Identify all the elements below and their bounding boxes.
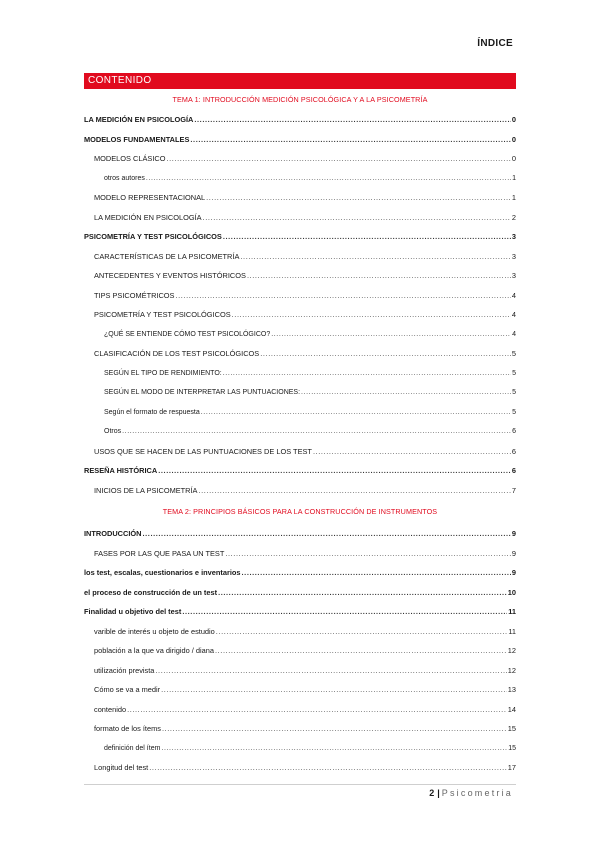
toc-dot-leader xyxy=(215,641,507,661)
toc-entry[interactable] xyxy=(84,680,516,700)
toc-entry-page: 0 xyxy=(511,154,516,163)
toc-dot-leader xyxy=(127,700,507,720)
toc-entry[interactable] xyxy=(84,700,516,720)
toc-entry[interactable] xyxy=(84,208,516,228)
toc-entry-label: PSICOMETRÍA Y TEST PSICOLÓGICOS xyxy=(94,310,231,319)
toc-entry[interactable] xyxy=(84,739,516,759)
toc-entry-page: 5 xyxy=(511,349,516,358)
toc-dot-leader xyxy=(218,583,507,603)
toc-entry-page: 15 xyxy=(508,744,516,752)
toc-entry[interactable] xyxy=(84,247,516,267)
footer-subject: Psicometria xyxy=(441,788,513,798)
toc-entry-label: CARACTERÍSTICAS DE LA PSICOMETRÍA xyxy=(94,251,240,261)
toc-entry[interactable] xyxy=(84,544,516,564)
toc-entry[interactable] xyxy=(84,403,516,423)
toc-entry-page: 0 xyxy=(511,115,516,124)
toc-dot-leader xyxy=(142,524,510,544)
toc-dot-leader xyxy=(313,442,511,462)
toc-entry-page: 6 xyxy=(511,446,516,456)
toc-entry[interactable] xyxy=(84,422,516,442)
toc-entry[interactable] xyxy=(84,344,516,364)
toc-entry-page: 3 xyxy=(511,271,516,280)
toc-entry-label: varible de interés u objeto de estudio xyxy=(94,626,215,636)
toc-entry[interactable] xyxy=(84,622,516,642)
toc-entry[interactable] xyxy=(84,524,516,544)
toc-entry-label: Otros xyxy=(104,428,122,435)
toc-entry-page: 12 xyxy=(507,646,516,655)
toc-entry-label: utilización prevista xyxy=(94,665,155,675)
toc-entry[interactable] xyxy=(84,266,516,286)
toc-entry-label: los test, escalas, cuestionarios e inventarios xyxy=(84,568,241,577)
toc-entry-label: MODELO REPRESENTACIONAL xyxy=(94,193,206,202)
toc-entry-label: PSICOMETRÍA Y TEST PSICOLÓGICOS xyxy=(84,232,222,241)
toc-dot-leader xyxy=(161,739,507,759)
toc-entry-page: 9 xyxy=(511,548,516,558)
toc-entry-label: el proceso de construcción de un test xyxy=(84,587,218,597)
toc-dot-leader xyxy=(149,758,507,778)
toc-entry-page: 11 xyxy=(508,626,516,636)
toc-dot-leader xyxy=(158,461,511,481)
toc-dot-leader xyxy=(122,422,511,442)
toc-entry-label: TIPS PSICOMÉTRICOS xyxy=(94,290,175,300)
toc-entry-page: 10 xyxy=(507,587,516,597)
toc-entry-label: MODELOS FUNDAMENTALES xyxy=(84,134,190,144)
toc-entry[interactable] xyxy=(84,641,516,661)
toc-entry[interactable] xyxy=(84,461,516,481)
toc-entry-label: ANTECEDENTES Y EVENTOS HISTÓRICOS xyxy=(94,271,246,280)
toc-entry-page: 4 xyxy=(511,310,516,319)
toc-entry-page: 9 xyxy=(511,568,516,577)
toc-entry[interactable] xyxy=(84,442,516,462)
toc-entry-page: 1 xyxy=(512,174,516,182)
toc-dot-leader xyxy=(162,719,507,739)
toc-dot-leader xyxy=(223,227,511,247)
toc-dot-leader xyxy=(199,481,511,501)
toc-entry-page: 3 xyxy=(511,232,516,241)
toc-entry[interactable] xyxy=(84,169,516,189)
toc-dot-leader xyxy=(161,680,507,700)
toc-entry-page: 14 xyxy=(507,704,516,714)
toc-entry-page: 5 xyxy=(512,389,516,396)
toc-entry-page: 0 xyxy=(511,134,516,144)
toc-entry-page: 5 xyxy=(512,408,516,416)
toc-entry-page: 7 xyxy=(511,485,516,495)
toc-dot-leader xyxy=(247,266,511,286)
toc-entry[interactable] xyxy=(84,481,516,501)
toc-entry-label: SEGÚN EL MODO DE INTERPRETAR LAS PUNTUACIONES: xyxy=(104,389,301,396)
toc-entry-label: LA MEDICIÓN EN PSICOLOGÍA xyxy=(94,212,202,222)
toc-entry[interactable] xyxy=(84,130,516,150)
toc-dot-leader xyxy=(260,344,511,364)
toc-entry-page: 2 xyxy=(511,212,516,222)
toc-entry-label: Longitud del test xyxy=(94,763,149,772)
toc-dot-leader xyxy=(146,169,511,189)
toc-entry[interactable] xyxy=(84,661,516,681)
toc-entry-label: INICIOS DE LA PSICOMETRÍA xyxy=(94,485,198,495)
toc-dot-leader xyxy=(240,247,510,267)
toc-dot-leader xyxy=(194,110,511,130)
toc-entry[interactable] xyxy=(84,305,516,325)
footer-separator: | xyxy=(437,788,440,798)
toc-entry-label: Finalidad u objetivo del test xyxy=(84,607,182,616)
toc-entry-label: INTRODUCCIÓN xyxy=(84,529,142,538)
toc-entry[interactable] xyxy=(84,602,516,622)
toc-topic-heading: TEMA 1: INTRODUCCIÓN MEDICIÓN PSICOLÓGICA Y A LA PSICOMETRÍA xyxy=(172,95,428,104)
toc-entry-page: 12 xyxy=(507,665,516,675)
toc-dot-leader xyxy=(232,305,511,325)
toc-entry-label: MODELOS CLÁSICO xyxy=(94,154,166,163)
toc-dot-leader xyxy=(203,208,511,228)
toc-entry[interactable] xyxy=(84,383,516,403)
toc-entry-page: 11 xyxy=(508,607,516,616)
toc-entry-page: 1 xyxy=(511,193,516,202)
toc-entry[interactable] xyxy=(84,149,516,169)
toc-entry-label: definición del ítem xyxy=(104,744,161,752)
toc-dot-leader xyxy=(271,325,511,345)
toc-entry-page: 6 xyxy=(511,466,516,475)
toc-entry-page: 6 xyxy=(512,428,516,435)
toc-entry[interactable] xyxy=(84,188,516,208)
toc-entry[interactable] xyxy=(84,227,516,247)
toc-entry-label: ¿QUÉ SE ENTIENDE CÓMO TEST PSICOLÓGICO? xyxy=(104,330,271,338)
toc-dot-leader xyxy=(166,149,510,169)
toc-entry-label: Cómo se va a medir xyxy=(94,685,161,694)
toc-entry[interactable] xyxy=(84,325,516,345)
toc-entry-label: RESEÑA HISTÓRICA xyxy=(84,466,158,475)
toc-entry[interactable] xyxy=(84,719,516,739)
toc-entry[interactable] xyxy=(84,364,516,384)
toc-entry-page: 17 xyxy=(507,763,516,772)
toc-entry-label: FASES POR LAS QUE PASA UN TEST xyxy=(94,548,225,558)
contents-heading-bar: CONTENIDO xyxy=(84,73,516,89)
toc-dot-leader xyxy=(182,602,507,622)
toc-dot-leader xyxy=(155,661,506,681)
toc-entry-label: otros autores xyxy=(104,174,145,182)
toc-entry-label: CLASIFICACIÓN DE LOS TEST PSICOLÓGICOS xyxy=(94,349,260,358)
toc-entry-label: SEGÚN EL TIPO DE RENDIMIENTO: xyxy=(104,369,222,377)
toc-entry-page: 3 xyxy=(511,251,516,261)
footer-page-number: 2 xyxy=(429,788,435,798)
toc-dot-leader xyxy=(206,188,511,208)
toc-entry[interactable] xyxy=(84,110,516,130)
toc-entry-label: formato de los ítems xyxy=(94,724,161,733)
page-footer xyxy=(429,788,513,798)
toc-entry[interactable] xyxy=(84,583,516,603)
toc-entry[interactable] xyxy=(84,286,516,306)
toc-entry-page: 4 xyxy=(512,330,516,338)
toc-dot-leader xyxy=(301,383,511,403)
page-header-title: ÍNDICE xyxy=(477,38,513,49)
table-of-contents xyxy=(84,90,516,778)
toc-dot-leader xyxy=(223,364,511,384)
toc-entry[interactable] xyxy=(84,563,516,583)
toc-entry-label: contenido xyxy=(94,704,127,714)
toc-entry-page: 15 xyxy=(507,724,516,733)
toc-entry[interactable] xyxy=(84,758,516,778)
toc-topic-heading: TEMA 2: PRINCIPIOS BÁSICOS PARA LA CONSTRUCCIÓN DE INSTRUMENTOS xyxy=(162,507,438,516)
toc-entry-label: población a la que va dirigido / diana xyxy=(94,646,214,655)
toc-dot-leader xyxy=(216,622,508,642)
toc-dot-leader xyxy=(201,403,511,423)
toc-dot-leader xyxy=(190,130,510,150)
toc-entry-label: Según el formato de respuesta xyxy=(104,408,200,416)
toc-dot-leader xyxy=(176,286,511,306)
toc-entry-label: USOS QUE SE HACEN DE LAS PUNTUACIONES DE LOS TEST xyxy=(94,446,312,456)
toc-entry-page: 13 xyxy=(507,685,516,694)
toc-entry-label: LA MEDICIÓN EN PSICOLOGÍA xyxy=(84,115,194,124)
toc-entry-page: 5 xyxy=(512,369,516,377)
toc-entry-page: 4 xyxy=(511,290,516,300)
toc-dot-leader xyxy=(242,563,511,583)
footer-divider xyxy=(84,784,516,785)
toc-entry-page: 9 xyxy=(511,529,516,538)
toc-dot-leader xyxy=(225,544,511,564)
